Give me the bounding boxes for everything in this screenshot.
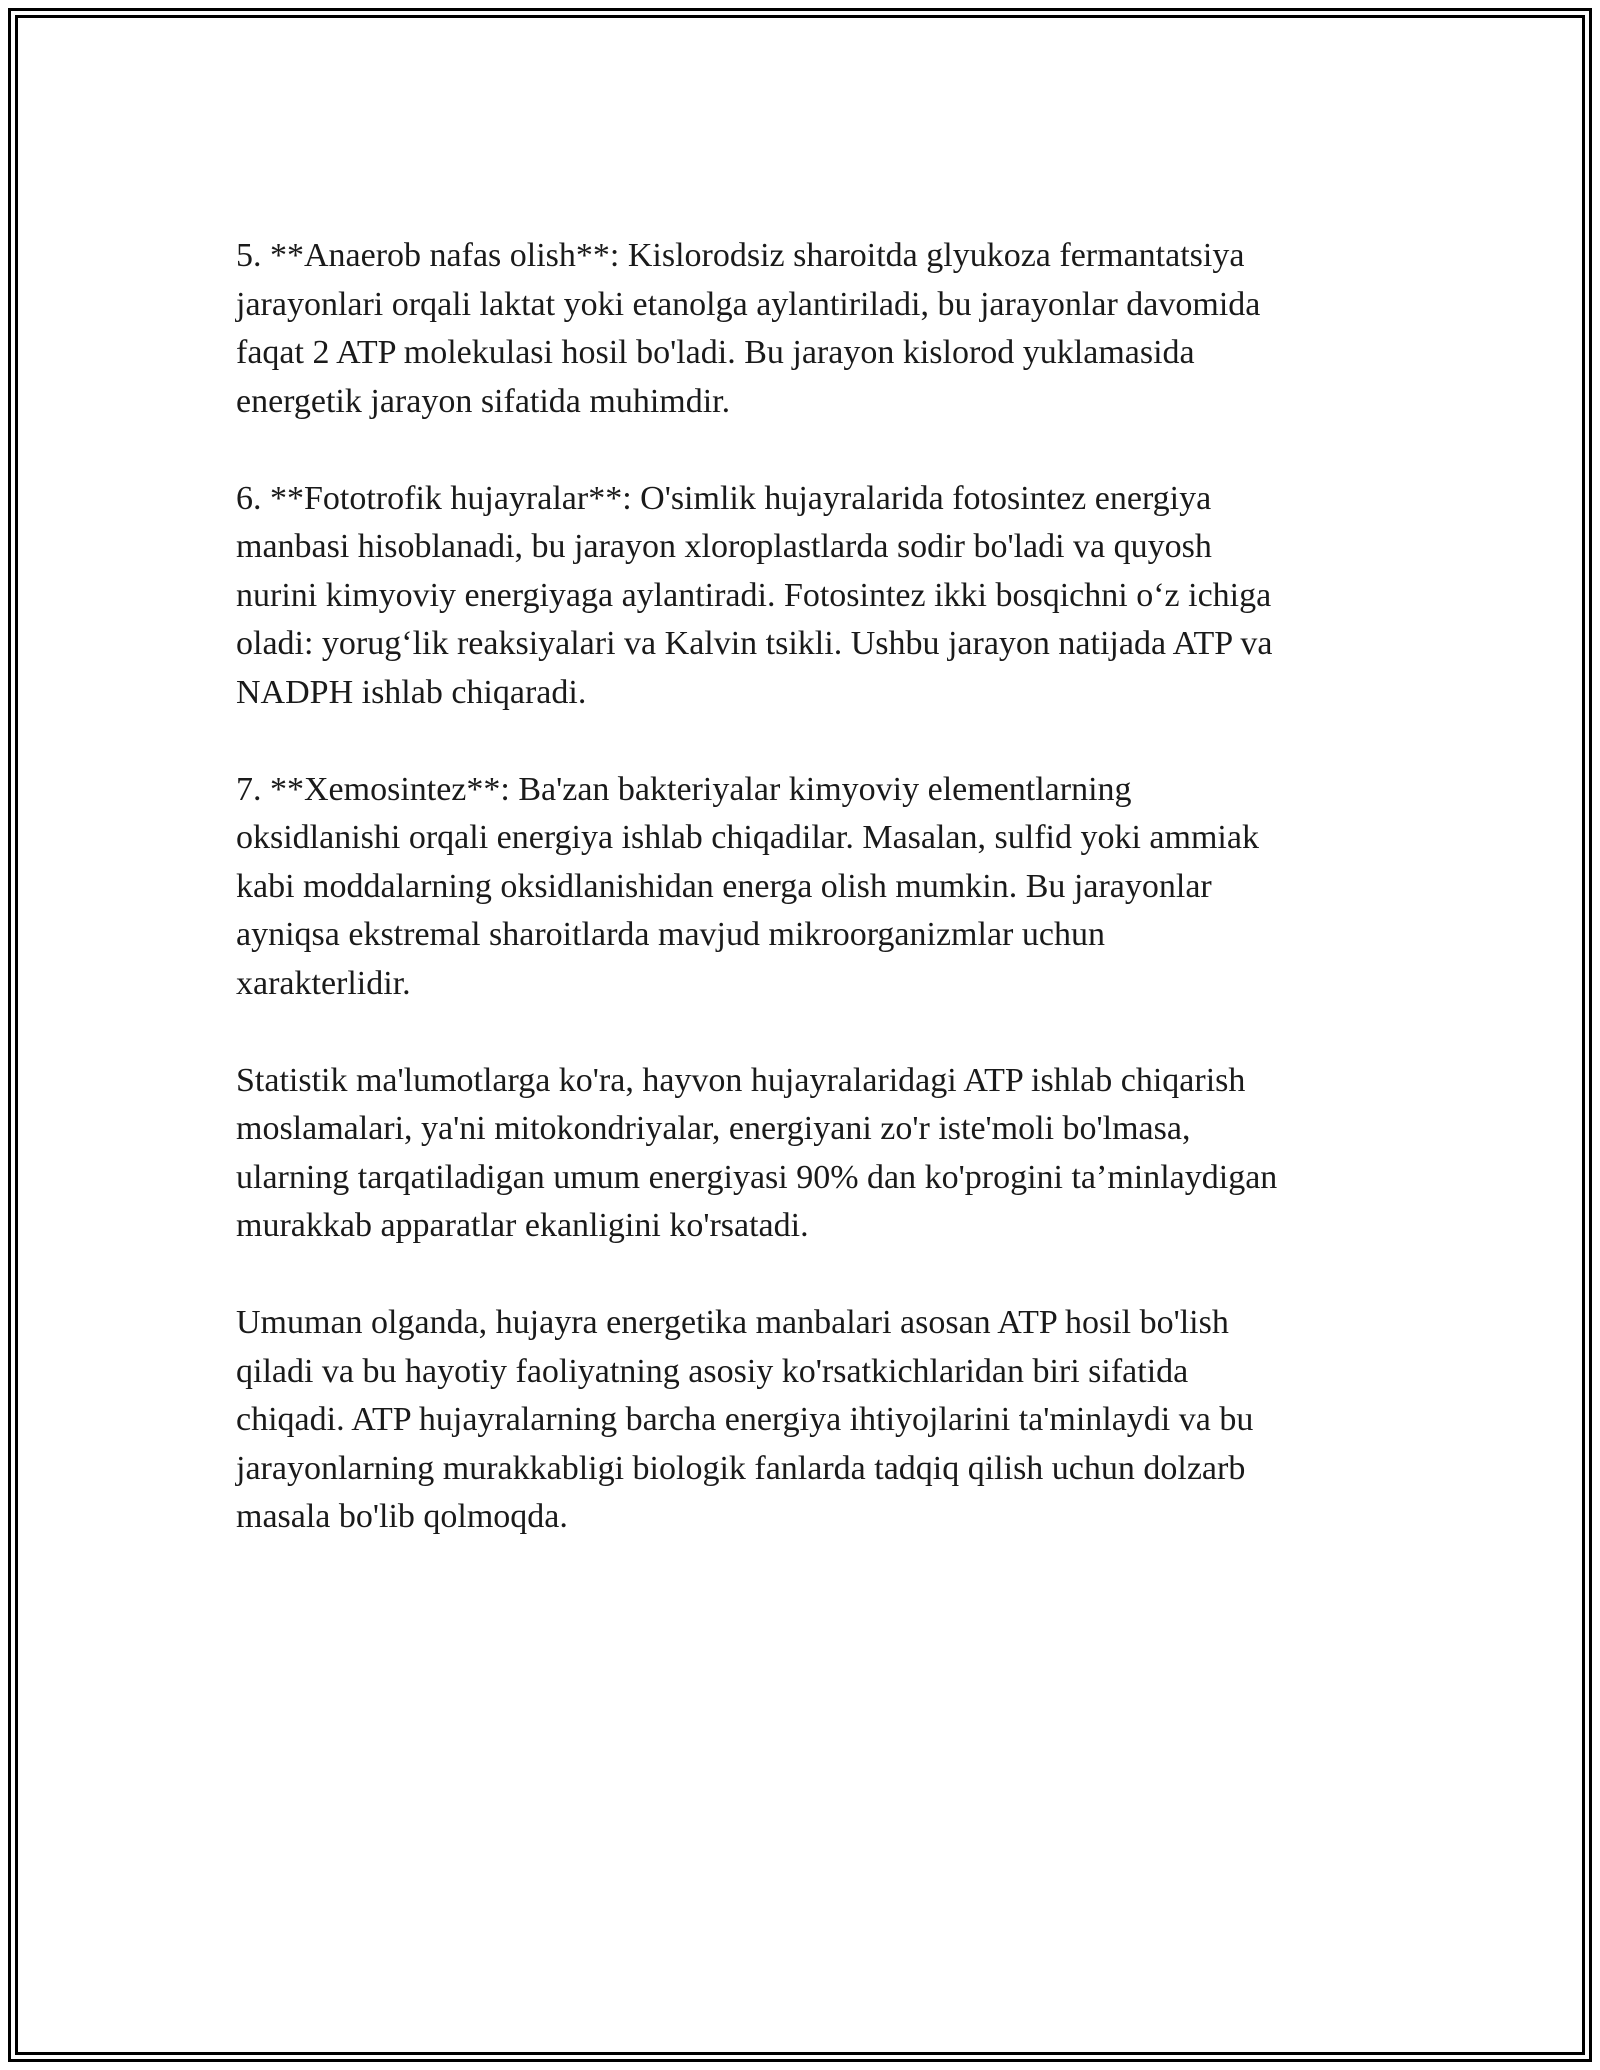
- paragraph-umuman-olganda: Umuman olganda, hujayra energetika manbalari asosan ATP hosil bo'lish qiladi va bu hayotiy faoliyatning asosiy ko'rsatkichlaridan biri sifatida chiqadi. ATP hujayralarning barcha energiya ihtiyojlarini ta'minlaydi va bu jarayonlarning murakkabligi biologik fanlarda tadqiq qilish uchun dolzarb masala bo'lib qolmoqda.: [236, 1304, 1254, 1535]
- paragraph-fototrofik-hujayralar: 6. **Fototrofik hujayralar**: O'simlik hujayralarida fotosintez energiya manbasi hisoblanadi, bu jarayon xloroplastlarda sodir bo'ladi va quyosh nurini kimyoviy energiyaga aylantiradi. Fotosintez ikki bosqichni o‘z ichiga oladi: yorug‘lik reaksiyalari va Kalvin tsikli. Ushbu jarayon natijada ATP va NADPH ishlab chiqaradi.: [236, 479, 1273, 711]
- paragraph-statistik: Statistik ma'lumotlarga ko'ra, hayvon hujayralaridagi ATP ishlab chiqarish moslamalari, ya'ni mitokondriyalar, energiyani zo'r iste'moli bo'lmasa, ularning tarqatiladigan umum energiyasi 90% dan ko'progini ta’minlaydigan murakkab apparatlar ekanligini ko'rsatadi.: [236, 1061, 1278, 1244]
- paragraph-anaerob-nafas-olish: 5. **Anaerob nafas olish**: Kislorodsiz sharoitda glyukoza fermantatsiya jarayonlari orqali laktat yoki etanolga aylantiriladi, bu jarayonlar davomida faqat 2 ATP molekulasi hosil bo'ladi. Bu jarayon kislorod yuklamasida energetik jarayon sifatida muhimdir.: [236, 237, 1261, 420]
- paragraph-xemosintez: 7. **Xemosintez**: Ba'zan bakteriyalar kimyoviy elementlarning oksidlanishi orqali energiya ishlab chiqadilar. Masalan, sulfid yoki ammiak kabi moddalarning oksidlanishidan energa olish mumkin. Bu jarayonlar ayniqsa ekstremal sharoitlarda mavjud mikroorganizmlar uchun xarakterlidir.: [236, 770, 1259, 1002]
- document-body: [236, 232, 1376, 1590]
